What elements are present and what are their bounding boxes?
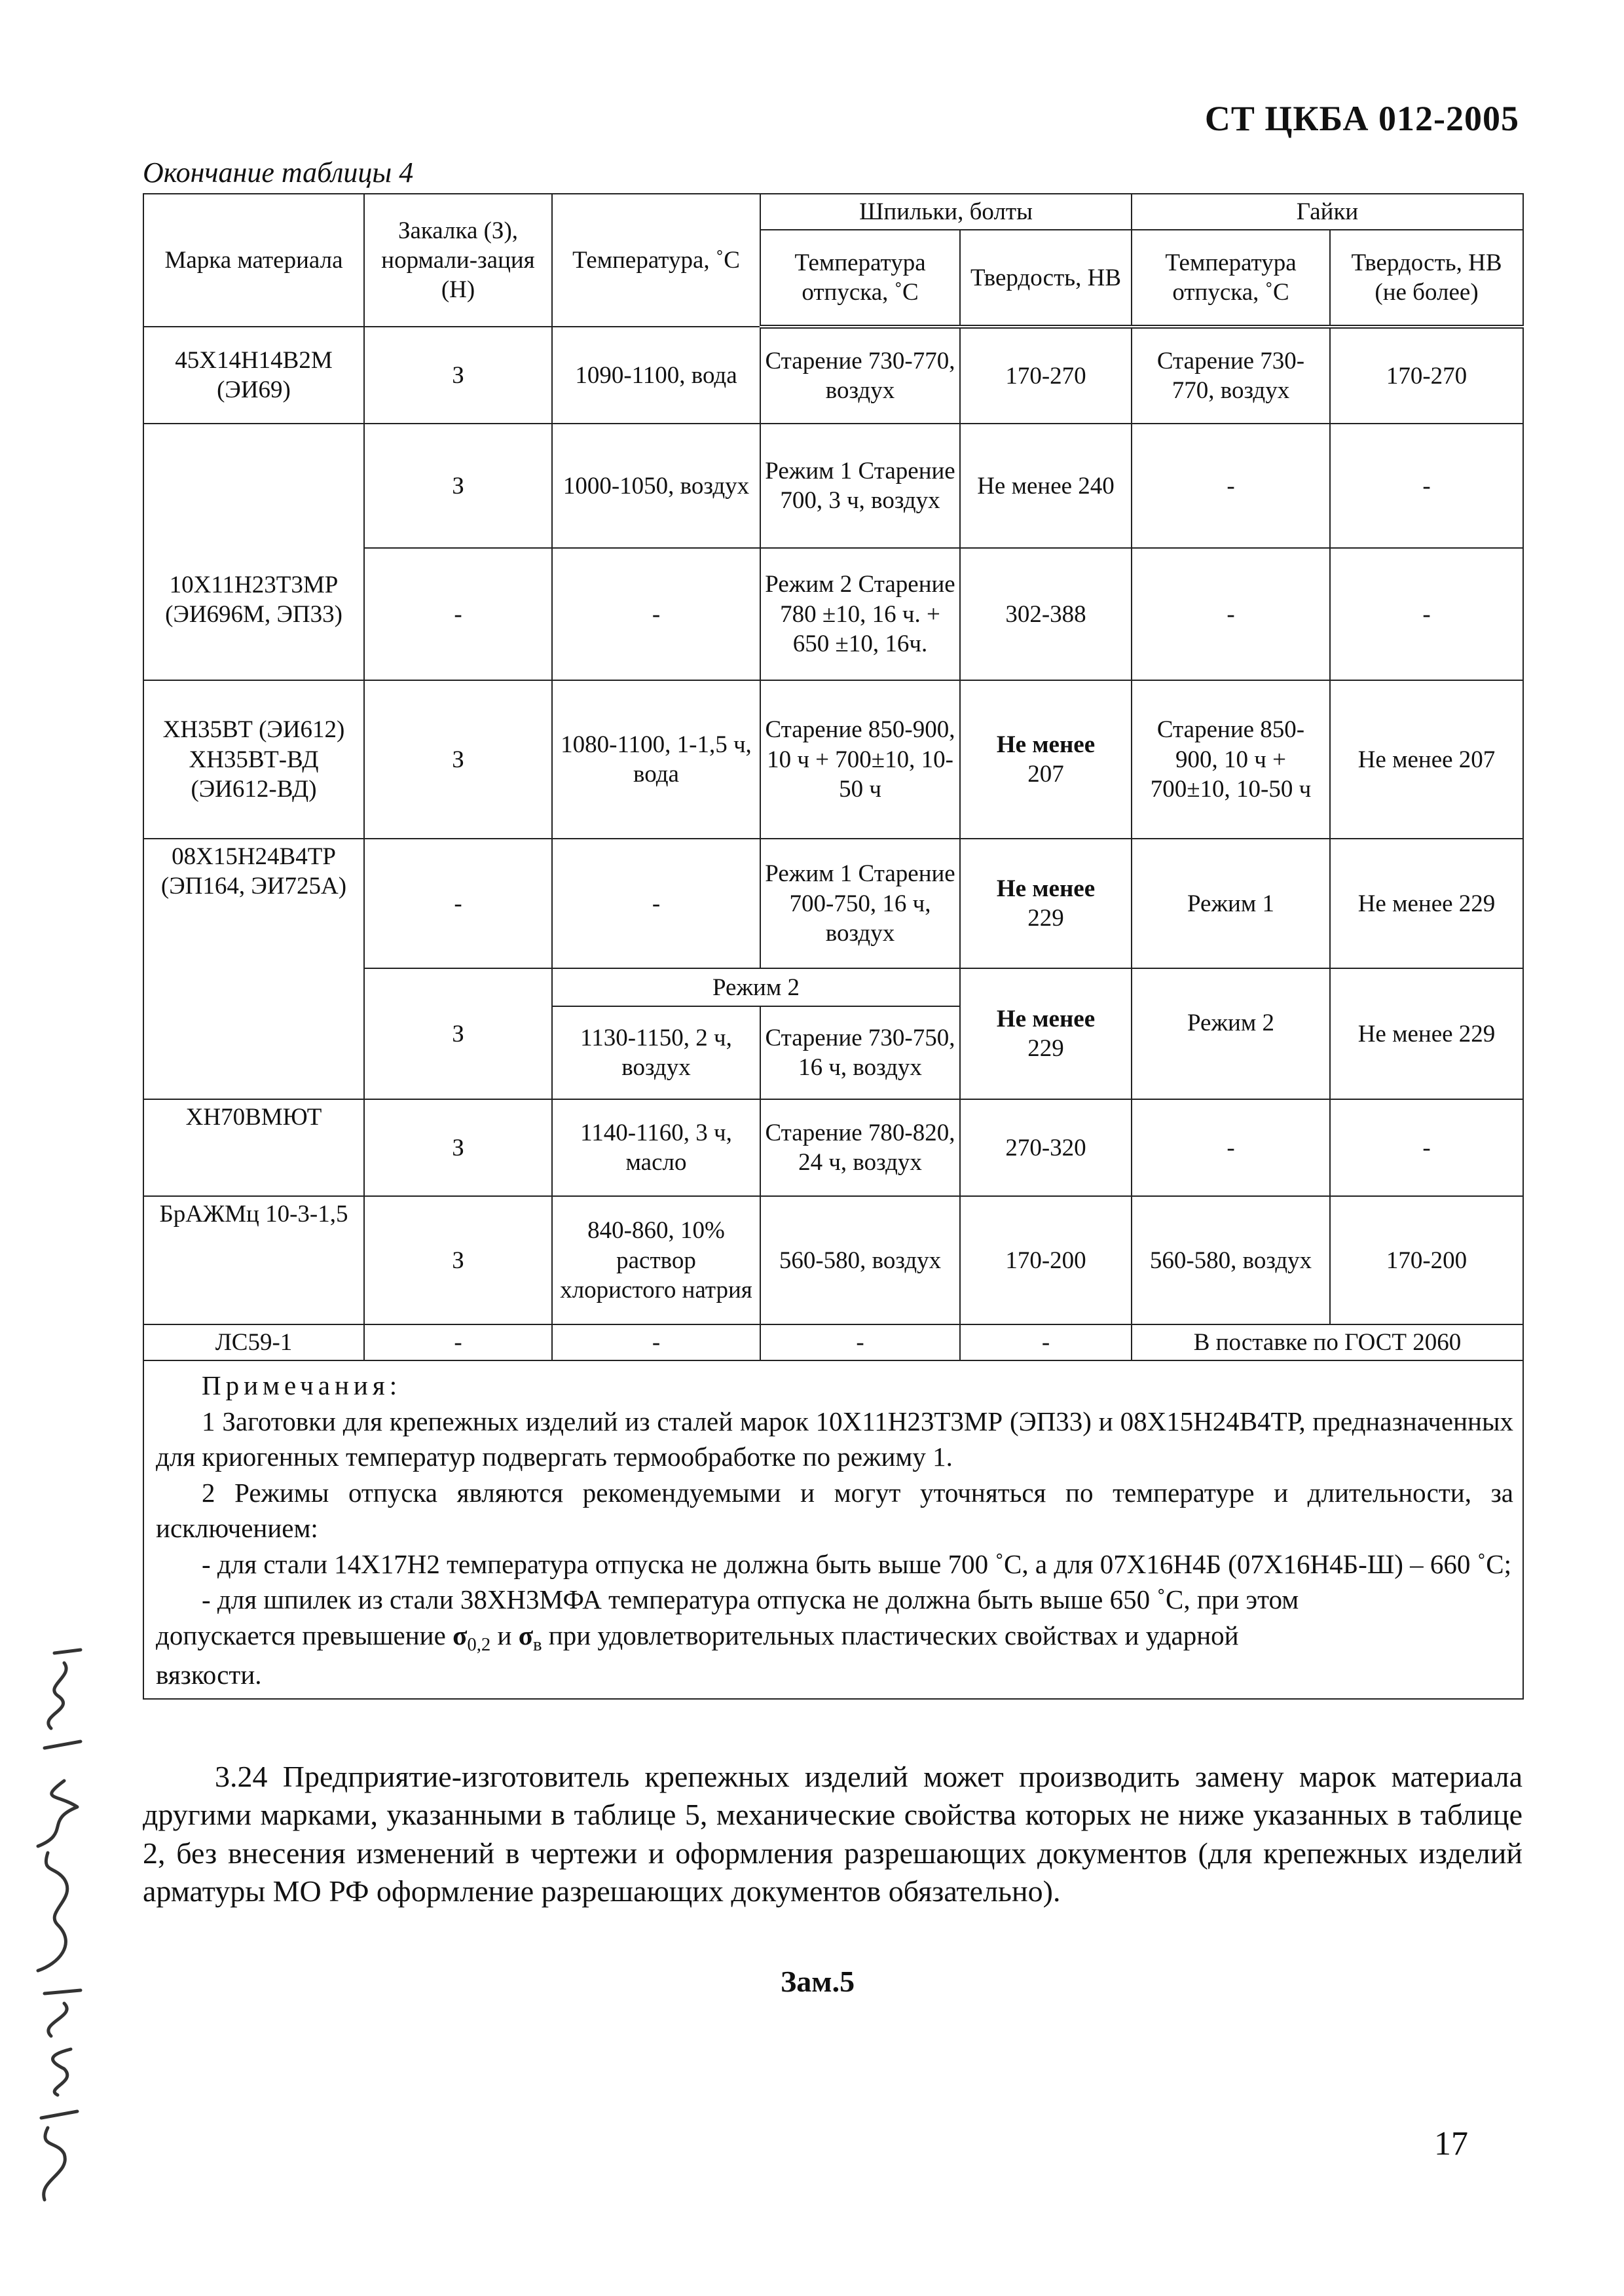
cell-bolts-hardness: 170-270 <box>960 327 1132 424</box>
note-5-text-a: допускается превышение <box>156 1620 453 1650</box>
cell-bolts-temper: Режим 1 Старение 700, 3 ч, воздух <box>760 424 960 548</box>
cell-temperature: 1140-1160, 3 ч, масло <box>552 1099 760 1196</box>
cell-nuts-temper: - <box>1132 548 1330 680</box>
cell-mark: 45Х14Н14В2М (ЭИ69) <box>143 327 364 424</box>
cell-nuts-hardness: 170-200 <box>1330 1196 1523 1324</box>
cell-nuts-hardness: - <box>1330 424 1523 548</box>
cell-bolts-hardness: 302-388 <box>960 548 1132 680</box>
handwritten-signature-stamp <box>18 1637 103 2206</box>
note-6: вязкости. <box>156 1660 262 1690</box>
table-row <box>143 424 1523 548</box>
hardness-bold-label: Не менее <box>996 875 1096 902</box>
sigma-symbol: σ <box>518 1620 533 1650</box>
cell-bolts-temper: Старение 850-900, 10 ч + 700±10, 10-50 ч <box>760 680 960 839</box>
cell-bolts-hardness <box>960 968 1132 1099</box>
cell-bolts-temper: Режим 1 Старение 700-750, 16 ч, воздух <box>760 839 960 968</box>
cell-nuts-temper: Режим 2 <box>1132 968 1330 1099</box>
table-header-row <box>143 194 1523 230</box>
table-row <box>143 839 1523 968</box>
cell-temperature: - <box>552 1324 760 1360</box>
cell-mark: ХН70ВМЮТ <box>143 1099 364 1196</box>
cell-bolts-hardness: 270-320 <box>960 1099 1132 1196</box>
note-5 <box>156 1618 1513 1657</box>
cell-nuts-temper: Старение 850-900, 10 ч + 700±10, 10-50 ч <box>1132 680 1330 839</box>
cell-bolts-temper: Старение 730-770, воздух <box>760 327 960 424</box>
cell-nuts-hardness: Не менее 229 <box>1330 968 1523 1099</box>
cell-mark: ХН35ВТ (ЭИ612) ХН35ВТ-ВД (ЭИ612-ВД) <box>143 680 364 839</box>
cell-mark: ЛС59-1 <box>143 1324 364 1360</box>
table-caption: Окончание таблицы 4 <box>143 156 414 189</box>
note-5-and: и <box>490 1620 519 1650</box>
table-row <box>143 680 1523 839</box>
table-row <box>143 327 1523 424</box>
sigma-symbol: σ <box>452 1620 468 1650</box>
header-bolts-temper: Температура отпуска, ˚С <box>760 230 960 327</box>
cell-nuts-hardness: 170-270 <box>1330 327 1523 424</box>
cell-mode-label: Режим 2 <box>552 968 960 1006</box>
cell-temperature: - <box>552 548 760 680</box>
cell-bolts-temper: Режим 2 Старение 780 ±10, 16 ч. + 650 ±10, 16ч. <box>760 548 960 680</box>
cell-nuts-temper: Старение 730-770, воздух <box>1132 327 1330 424</box>
cell-temperature: - <box>552 839 760 968</box>
note-3: - для стали 14Х17Н2 температура отпуска не должна быть выше 700 ˚С, а для 07Х16Н4Б (07Х16Н4Б-Ш) – 660 ˚С; <box>202 1548 1511 1579</box>
note-2: 2 Режимы отпуска являются рекомендуемыми и могут уточняться по температуре и длительности, за исключением: <box>156 1477 1514 1544</box>
cell-quench: З <box>364 1196 552 1324</box>
cell-temperature: 840-860, 10% раствор хлористого натрия <box>552 1196 760 1324</box>
hardness-value: 207 <box>1027 761 1064 788</box>
cell-quench: З <box>364 424 552 548</box>
cell-mark: 08Х15Н24В4ТР (ЭП164, ЭИ725А) <box>143 839 364 1099</box>
cell-temperature: 1000-1050, воздух <box>552 424 760 548</box>
cell-temperature: 1130-1150, 2 ч, воздух <box>552 1006 760 1099</box>
cell-nuts-hardness: - <box>1330 548 1523 680</box>
cell-bolts-temper: 560-580, воздух <box>760 1196 960 1324</box>
cell-nuts-temper: 560-580, воздух <box>1132 1196 1330 1324</box>
header-temperature: Температура, ˚С <box>552 194 760 327</box>
notes-title: Примечания: <box>202 1370 402 1401</box>
header-nuts-group: Гайки <box>1132 194 1523 230</box>
header-mark: Марка материала <box>143 194 364 327</box>
heat-treatment-table <box>143 193 1524 1700</box>
header-quench: Закалка (З), нормали-зация (Н) <box>364 194 552 327</box>
cell-bolts-temper: Старение 780-820, 24 ч, воздух <box>760 1099 960 1196</box>
cell-mark: 10Х11Н23Т3МР (ЭИ696М, ЭП33) <box>143 424 364 680</box>
cell-quench: - <box>364 839 552 968</box>
cell-bolts-temper: - <box>760 1324 960 1360</box>
cell-temperature: 1080-1100, 1-1,5 ч, вода <box>552 680 760 839</box>
cell-quench: З <box>364 968 552 1099</box>
cell-quench: З <box>364 327 552 424</box>
page-number: 17 <box>1434 2125 1468 2162</box>
cell-bolts-hardness <box>960 839 1132 968</box>
cell-bolts-hardness: - <box>960 1324 1132 1360</box>
cell-temperature: 1090-1100, вода <box>552 327 760 424</box>
cell-nuts-hardness: - <box>1330 1099 1523 1196</box>
note-4: - для шпилек из стали 38ХН3МФА температура отпуска не должна быть выше 650 ˚С, при этом <box>202 1584 1299 1615</box>
sigma-subscript: в <box>533 1634 542 1656</box>
cell-nuts-temper: - <box>1132 424 1330 548</box>
amendment-label: Зам.5 <box>781 1965 855 1998</box>
header-nuts-hardness: Твердость, НВ (не более) <box>1330 230 1523 327</box>
hardness-value: 229 <box>1027 905 1064 932</box>
header-bolts-group: Шпильки, болты <box>760 194 1132 230</box>
cell-nuts-temper: - <box>1132 1099 1330 1196</box>
table-row <box>143 1324 1523 1360</box>
cell-bolts-hardness <box>960 680 1132 839</box>
cell-bolts-hardness: Не менее 240 <box>960 424 1132 548</box>
cell-nuts-temper: Режим 1 <box>1132 839 1330 968</box>
header-bolts-hardness: Твердость, НВ <box>960 230 1132 327</box>
cell-quench: - <box>364 1324 552 1360</box>
note-5-text-b: при удовлетворительных пластических свойствах и ударной <box>542 1620 1239 1650</box>
hardness-bold-label: Не менее <box>996 1006 1096 1032</box>
notes-row <box>143 1360 1523 1698</box>
cell-nuts-hardness: Не менее 207 <box>1330 680 1523 839</box>
hardness-value: 229 <box>1027 1035 1064 1063</box>
document-code: СТ ЦКБА 012-2005 <box>1204 99 1519 138</box>
cell-nuts-hardness: Не менее 229 <box>1330 839 1523 968</box>
cell-nuts-supply: В поставке по ГОСТ 2060 <box>1132 1324 1523 1360</box>
table-row <box>143 1196 1523 1324</box>
cell-bolts-hardness: 170-200 <box>960 1196 1132 1324</box>
table-row <box>143 1099 1523 1196</box>
cell-mark: БрАЖМц 10-3-1,5 <box>143 1196 364 1324</box>
cell-quench: З <box>364 1099 552 1196</box>
header-nuts-temper: Температура отпуска, ˚С <box>1132 230 1330 327</box>
notes-cell <box>143 1360 1523 1698</box>
hardness-bold-label: Не менее <box>996 731 1096 758</box>
sigma-subscript: 0,2 <box>467 1634 491 1656</box>
cell-bolts-temper: Старение 730-750, 16 ч, воздух <box>760 1006 960 1099</box>
clause-3-24: 3.24 Предприятие-изготовитель крепежных изделий может производить замену марок материала другими марками, указанными в таблице 5, механические свойства которых не ниже указанных в таблице 2, без внесения изменений в чертежи и оформления разрешающих документов (для крепежных изделий арматуры МО РФ оформление разрешающих документов обязательно). <box>143 1760 1522 1908</box>
cell-quench: - <box>364 548 552 680</box>
cell-quench: З <box>364 680 552 839</box>
note-1: 1 Заготовки для крепежных изделий из сталей марок 10Х11Н23Т3МР (ЭП33) и 08Х15Н24В4ТР, предназначенных для криогенных температур подвергать термообработке по режиму 1. <box>156 1406 1514 1472</box>
